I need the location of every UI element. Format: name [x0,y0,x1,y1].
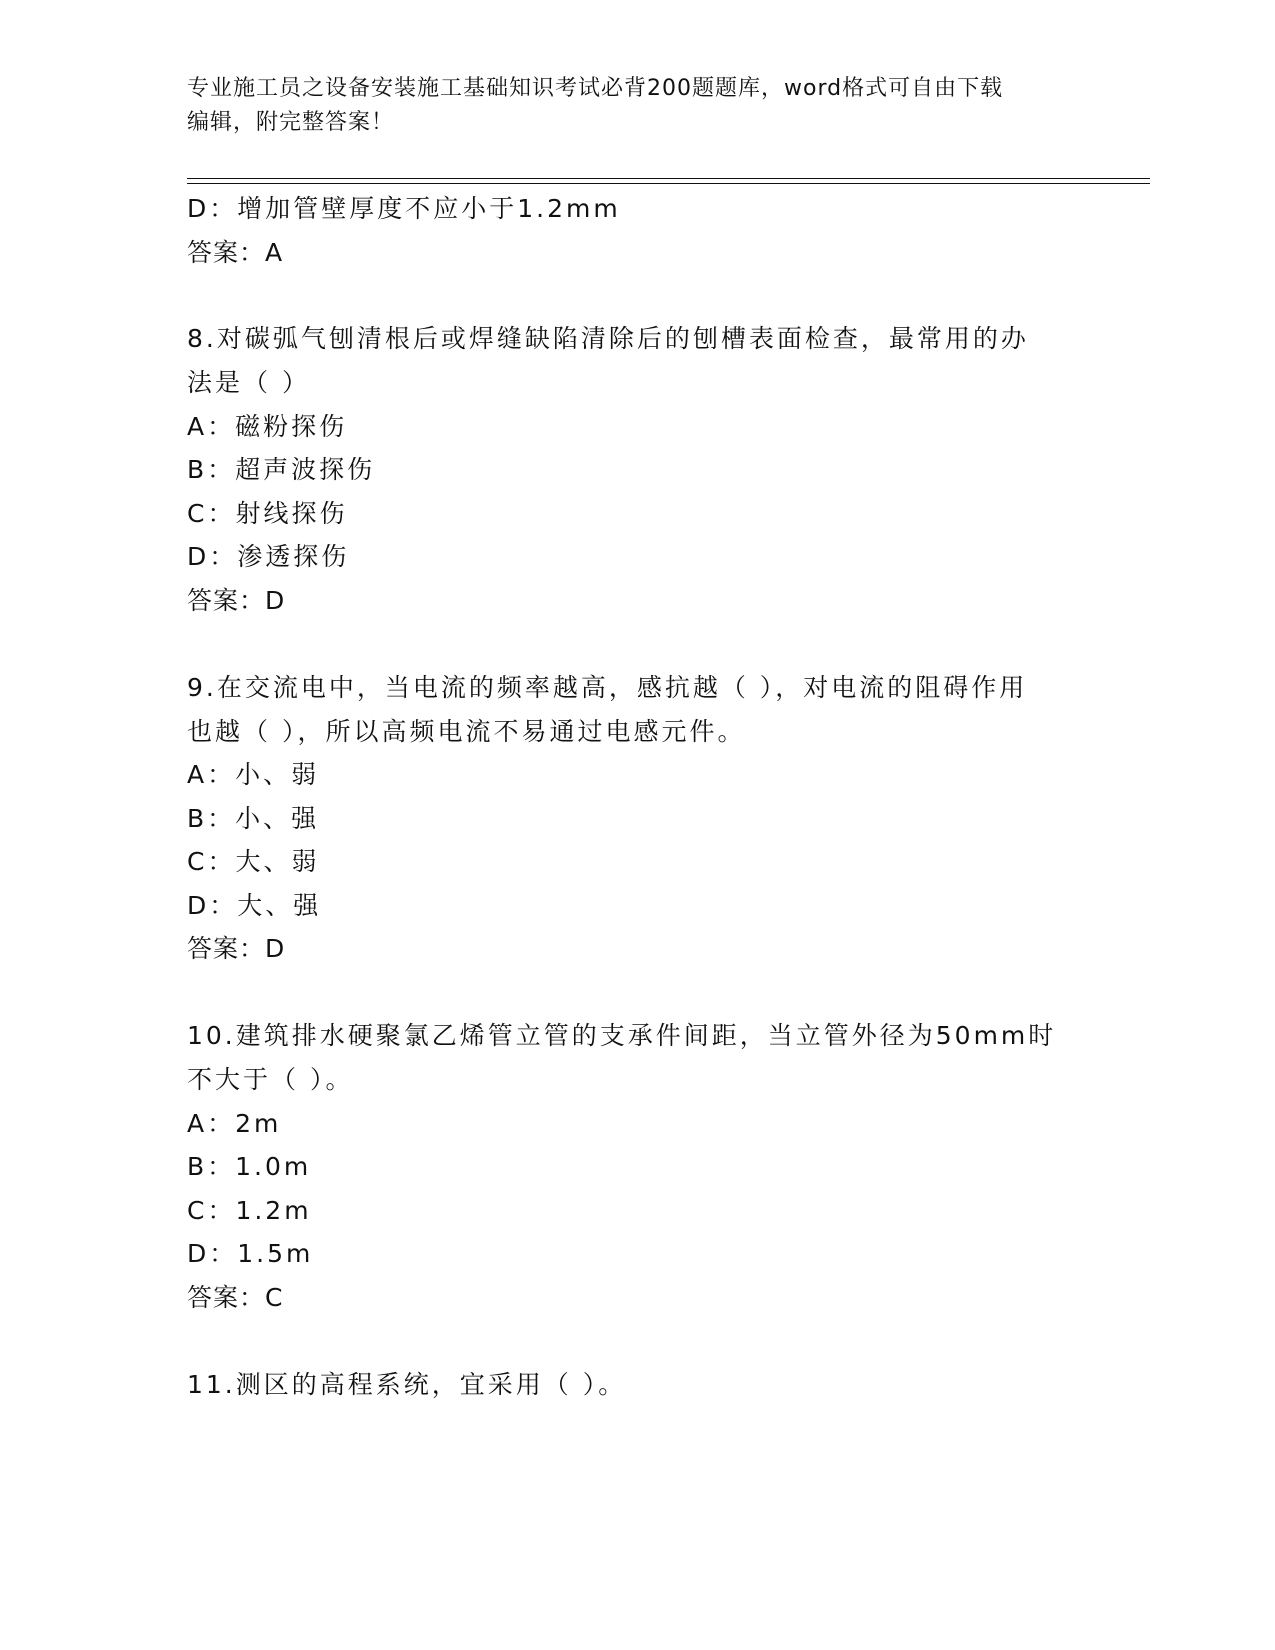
q10-option-d: D：1.5m [187,1239,314,1268]
q8-option-b: B：超声波探伤 [187,455,376,484]
q10-answer: 答案：C [187,1283,284,1312]
q9-stem-line-1: 9.在交流电中，当电流的频率越高，感抗越（ ），对电流的阻碍作用 [187,673,1028,702]
header-divider-bottom [187,183,1150,184]
q8-option-c: C：射线探伤 [187,499,348,528]
header-divider-top [187,178,1150,179]
q10-stem-line-1: 10.建筑排水硬聚氯乙烯管立管的支承件间距，当立管外径为50mm时 [187,1021,1057,1050]
header-line-2: 编辑，附完整答案！ [187,110,395,135]
q11-stem-line-1: 11.测区的高程系统，宜采用（ ）。 [187,1370,627,1399]
q10-option-a: A：2m [187,1109,282,1138]
q9-option-c: C：大、弱 [187,847,320,876]
q8-answer: 答案：D [187,586,286,615]
q9-option-b: B：小、强 [187,804,320,833]
q10-stem-line-2: 不大于（ ）。 [187,1065,354,1094]
prev-option-d: D：增加管壁厚度不应小于1.2mm [187,194,621,223]
q9-answer: 答案：D [187,934,286,963]
q8-stem-line-2: 法是（ ） [187,368,310,397]
q9-stem-line-2: 也越（ ），所以高频电流不易通过电感元件。 [187,717,746,746]
q9-option-a: A：小、弱 [187,760,320,789]
q10-option-c: C：1.2m [187,1196,312,1225]
prev-answer: 答案：A [187,238,284,267]
document-header [187,72,1087,140]
header-line-1: 专业施工员之设备安装施工基础知识考试必背200题题库，word格式可自由下载 [187,76,1004,101]
q8-stem-line-1: 8.对碳弧气刨清根后或焊缝缺陷清除后的刨槽表面检查，最常用的办 [187,324,1029,353]
q8-option-a: A：磁粉探伤 [187,412,348,441]
q8-option-d: D：渗透探伤 [187,542,350,571]
q9-option-d: D：大、强 [187,891,322,920]
q10-option-b: B：1.0m [187,1152,312,1181]
